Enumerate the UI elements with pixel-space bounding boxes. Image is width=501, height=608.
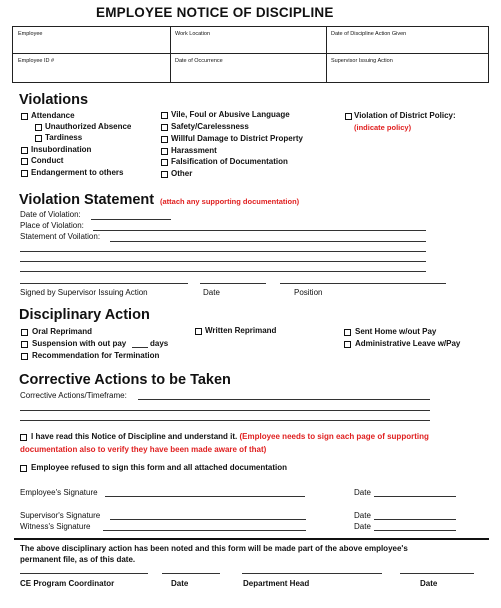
footer-line-1: The above disciplinary action has been noted and this form will be made part of the above employee's (20, 544, 408, 553)
dept-head-signature-line[interactable] (242, 573, 382, 574)
employee-date-input[interactable] (374, 496, 456, 497)
witness-signature-input[interactable] (103, 530, 306, 531)
statement-line[interactable] (20, 251, 426, 252)
statement-note: (attach any supporting documentation) (160, 197, 300, 206)
willful-damage-label: Willful Damage to District Property (171, 134, 303, 143)
suspension-checkbox[interactable] (21, 341, 28, 348)
oral-reprimand-checkbox[interactable] (21, 329, 28, 336)
coordinator-signature-line[interactable] (20, 573, 148, 574)
sent-home-checkbox[interactable] (344, 329, 351, 336)
endangerment-label: Endangerment to others (31, 168, 124, 177)
insubordination-label: Insubordination (31, 145, 92, 154)
employee-id-field[interactable]: Employee ID # (18, 58, 55, 64)
signed-date-label: Date (203, 288, 220, 297)
coordinator-date-label: Date (171, 579, 189, 588)
grid-divider (326, 26, 327, 83)
coordinator-date-line[interactable] (162, 573, 220, 574)
falsification-checkbox[interactable] (161, 159, 168, 166)
signed-by-label: Signed by Supervisor Issuing Action (20, 288, 148, 297)
witness-date-label: Date (354, 522, 371, 531)
suspension-label: Suspension with out pay (32, 339, 127, 348)
endangerment-checkbox[interactable] (21, 170, 28, 177)
safety-label: Safety/Carelessness (171, 122, 249, 131)
corrective-line[interactable] (20, 410, 430, 411)
written-reprimand-checkbox[interactable] (195, 328, 202, 335)
supervisor-signature-label: Supervisor's Signature (20, 511, 101, 520)
safety-checkbox[interactable] (161, 124, 168, 131)
corrective-label: Corrective Actions/Timeframe: (20, 391, 127, 400)
termination-checkbox[interactable] (21, 353, 28, 360)
acknowledge-text (31, 432, 429, 441)
supervisor-field[interactable]: Supervisor Issuing Action (331, 58, 393, 64)
unauthorized-absence-checkbox[interactable] (35, 124, 42, 131)
witness-date-input[interactable] (374, 530, 456, 531)
supervisor-signature-input[interactable] (110, 519, 306, 520)
district-policy-label: Violation of District Policy: (354, 111, 456, 120)
date-action-given-field[interactable]: Date of Discipline Action Given (331, 31, 407, 37)
footer-line-2: permanent file, as of this date. (20, 555, 136, 564)
place-of-violation-label: Place of Violation: (20, 221, 84, 230)
attendance-label: Attendance (31, 111, 75, 120)
written-reprimand-label: Written Reprimand (205, 326, 277, 335)
other-checkbox[interactable] (161, 171, 168, 178)
district-policy-checkbox[interactable] (345, 113, 352, 120)
refused-label: Employee refused to sign this form and all attached documentation (31, 463, 288, 472)
abusive-language-checkbox[interactable] (161, 112, 168, 119)
unauthorized-absence-label: Unauthorized Absence (45, 122, 132, 131)
supervisor-signature-line[interactable] (20, 283, 188, 284)
statement-of-violation-label: Statement of Voilation: (20, 232, 101, 241)
header-grid (12, 26, 489, 83)
position-label: Position (294, 288, 323, 297)
refused-checkbox[interactable] (20, 465, 27, 472)
tardiness-label: Tardiness (45, 133, 83, 142)
employee-signature-input[interactable] (105, 496, 305, 497)
termination-label: Recommendation for Termination (32, 351, 160, 360)
district-policy-note: (indicate policy) (354, 123, 412, 132)
supervisor-date-label: Date (354, 511, 371, 520)
insubordination-checkbox[interactable] (21, 147, 28, 154)
attendance-checkbox[interactable] (21, 113, 28, 120)
employee-field[interactable]: Employee (18, 31, 43, 37)
admin-leave-checkbox[interactable] (344, 341, 351, 348)
statement-line[interactable] (20, 261, 426, 262)
acknowledge-note-continued: documentation also to verify they have been made aware of that) (20, 445, 267, 454)
oral-reprimand-label: Oral Reprimand (32, 327, 93, 336)
sent-home-label: Sent Home w/out Pay (355, 327, 437, 336)
dept-head-date-line[interactable] (400, 573, 474, 574)
corrective-line[interactable] (20, 420, 430, 421)
harassment-checkbox[interactable] (161, 148, 168, 155)
harassment-label: Harassment (171, 146, 217, 155)
employee-signature-label: Employee's Signature (20, 488, 98, 497)
admin-leave-label: Administrative Leave w/Pay (355, 339, 461, 348)
signature-date-line[interactable] (200, 283, 266, 284)
tardiness-checkbox[interactable] (35, 135, 42, 142)
abusive-language-label: Vile, Foul or Abusive Language (171, 110, 290, 119)
falsification-label: Falsification of Documentation (171, 157, 288, 166)
statement-line[interactable] (20, 271, 426, 272)
work-location-field[interactable]: Work Location (175, 31, 211, 37)
supervisor-date-input[interactable] (374, 519, 456, 520)
statement-input[interactable] (110, 241, 426, 242)
acknowledge-checkbox[interactable] (20, 434, 27, 441)
acknowledge-statement: I have read this Notice of Discipline and understand it. (31, 432, 238, 441)
witness-signature-label: Witness's Signature (20, 522, 91, 531)
grid-divider (170, 26, 171, 83)
conduct-checkbox[interactable] (21, 158, 28, 165)
corrective-heading: Corrective Actions to be Taken (19, 372, 231, 388)
ce-coordinator-label: CE Program Coordinator (20, 579, 115, 588)
violations-heading: Violations (19, 92, 89, 108)
dept-head-label: Department Head (243, 579, 310, 588)
grid-divider (12, 53, 489, 54)
other-label: Other (171, 169, 193, 178)
statement-heading: Violation Statement (19, 192, 155, 208)
form-title: EMPLOYEE NOTICE OF DISCIPLINE (96, 5, 334, 20)
conduct-label: Conduct (31, 156, 64, 165)
corrective-input[interactable] (138, 399, 430, 400)
place-of-violation-input[interactable] (93, 230, 426, 231)
days-label: days (150, 339, 169, 348)
date-of-violation-input[interactable] (91, 219, 171, 220)
date-of-occurrence-field[interactable]: Date of Occurrence (175, 58, 223, 64)
footer-divider (14, 538, 489, 540)
willful-damage-checkbox[interactable] (161, 136, 168, 143)
position-line[interactable] (280, 283, 446, 284)
date-of-violation-label: Date of Violation: (20, 210, 81, 219)
suspension-days-input[interactable] (132, 347, 148, 348)
dept-head-date-label: Date (420, 579, 438, 588)
disciplinary-heading: Disciplinary Action (19, 307, 150, 323)
acknowledge-note: (Employee needs to sign each page of supporting (239, 432, 429, 441)
employee-date-label: Date (354, 488, 371, 497)
